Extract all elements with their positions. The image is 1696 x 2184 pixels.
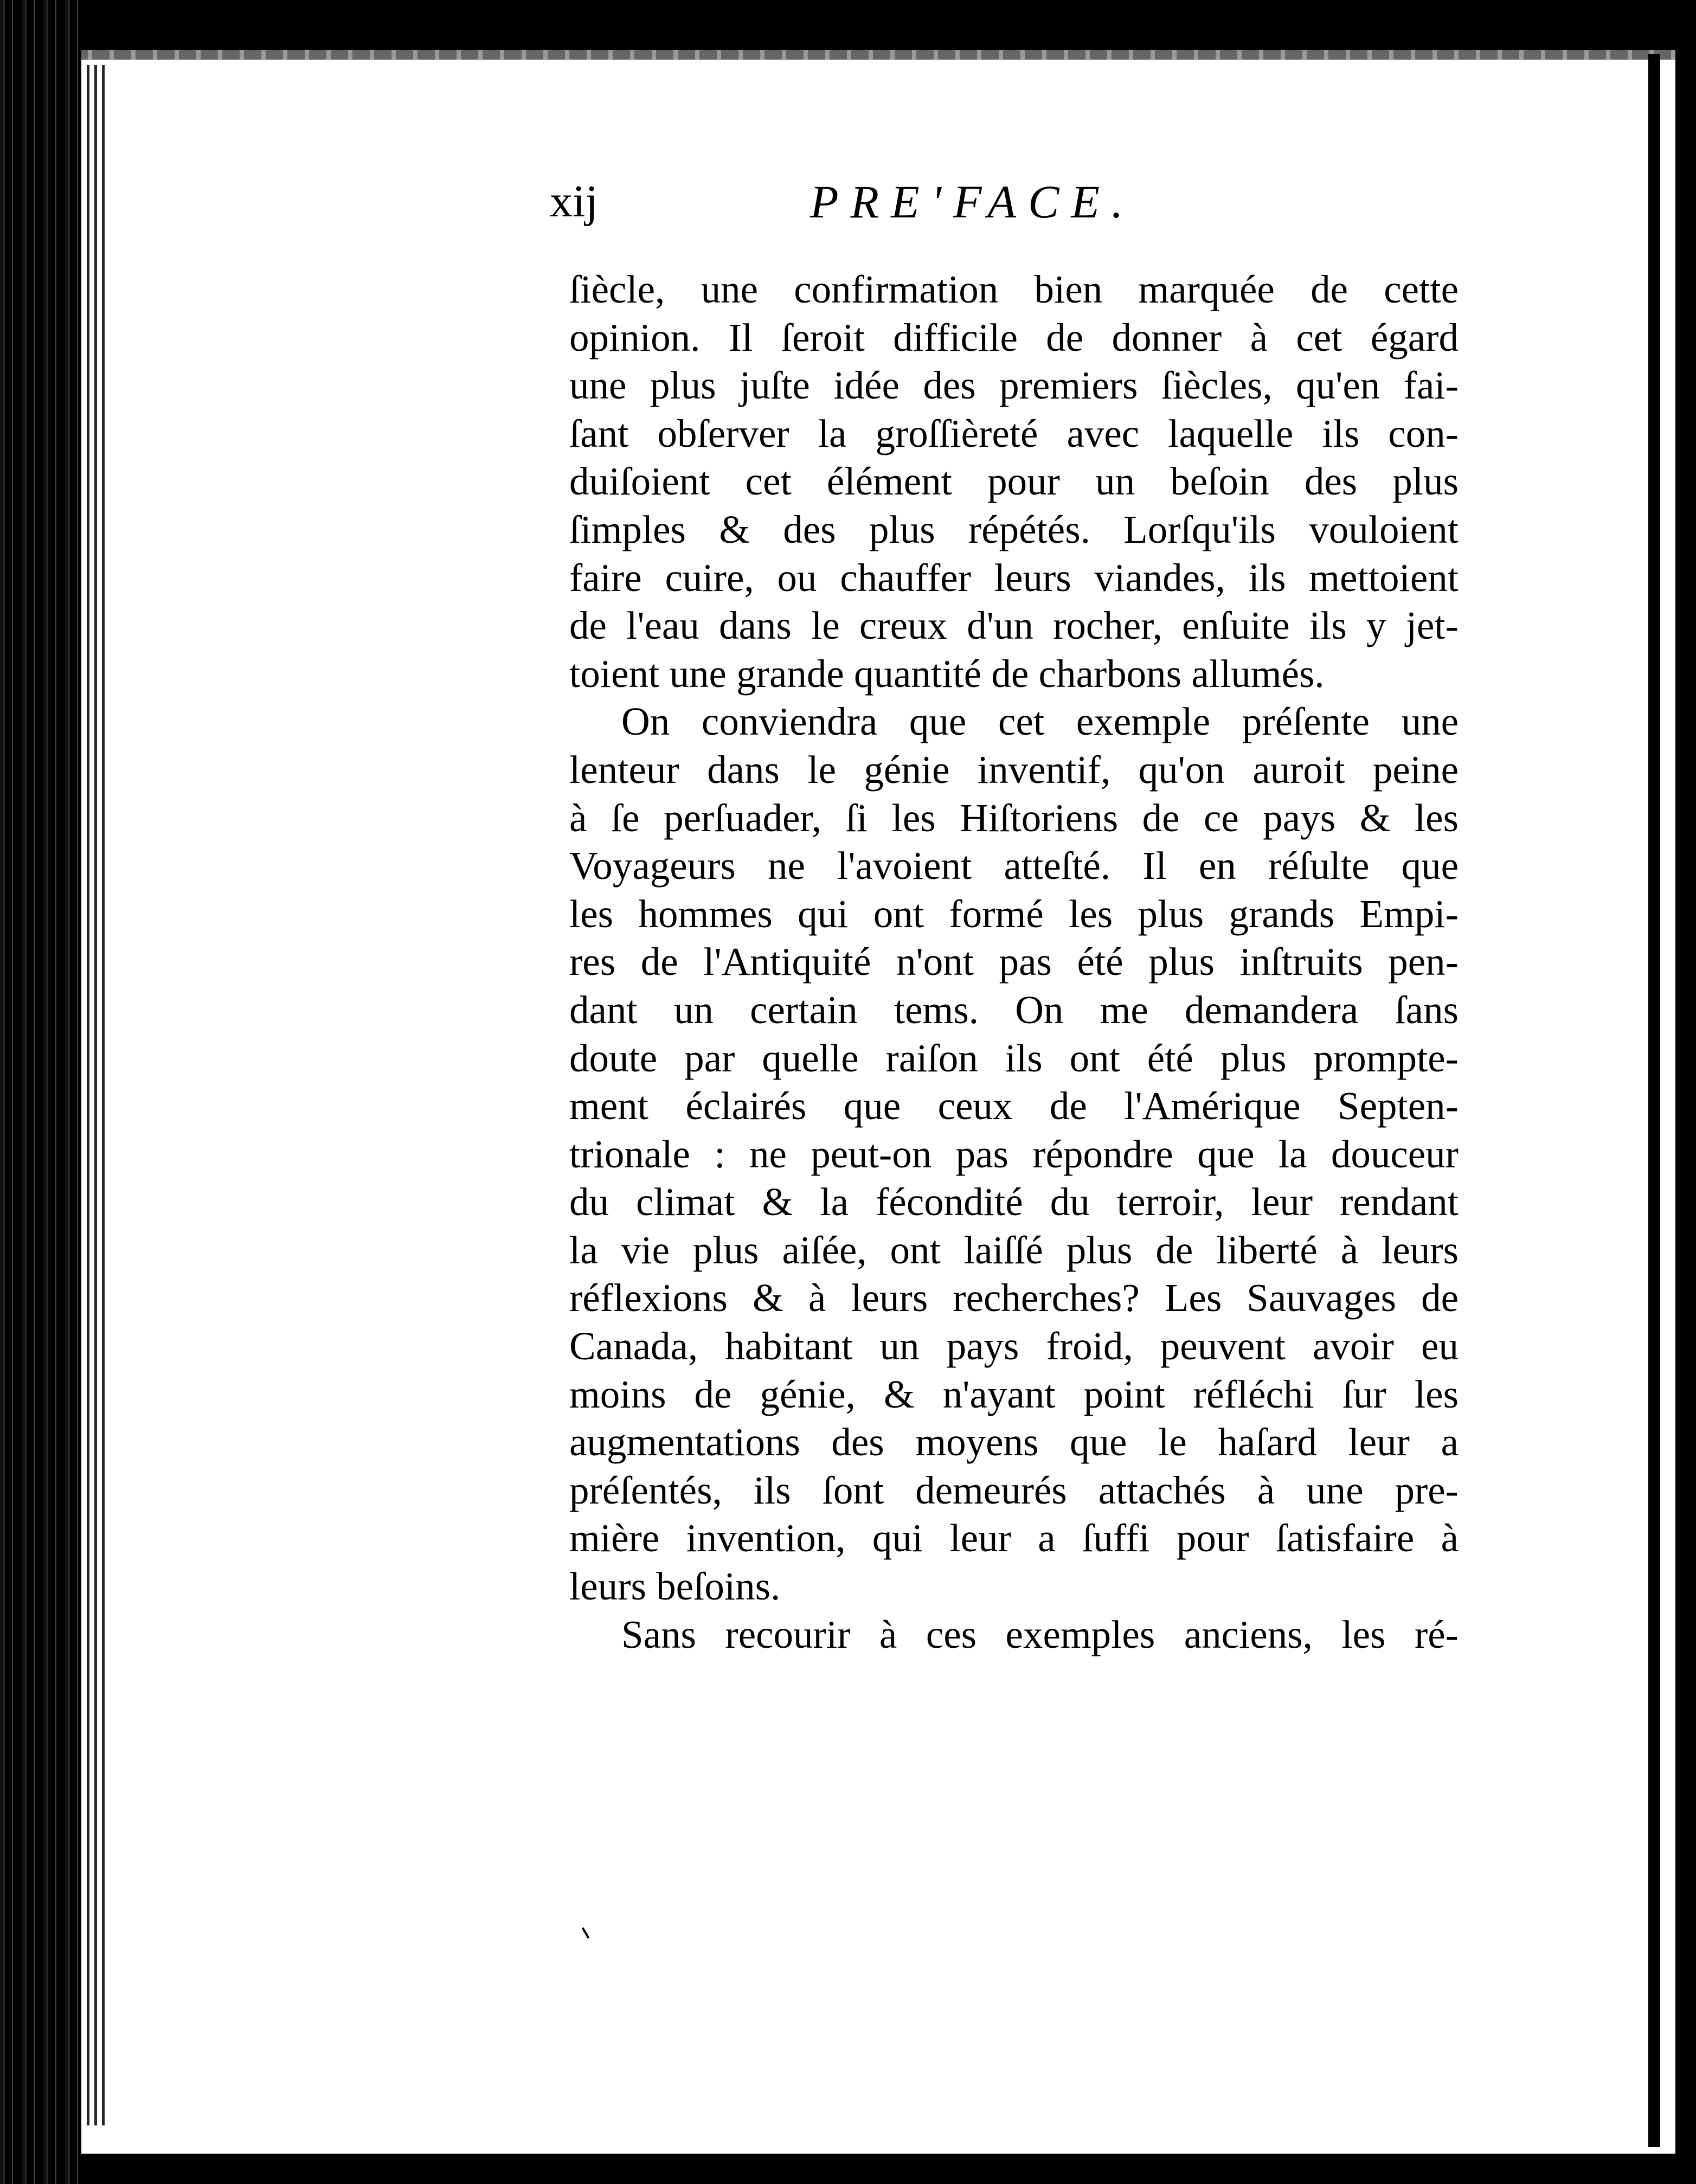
- text-line: à ſe perſuader, ſi les Hiſtoriens de ce pays & les: [569, 795, 1459, 840]
- text-line: Voyageurs ne l'avoient atteſté. Il en réſulte que: [569, 844, 1459, 888]
- text-line: du climat & la fécondité du terroir, leur rendant: [569, 1180, 1459, 1224]
- text-line: réflexions & à leurs recherches? Les Sauvages de: [569, 1276, 1459, 1320]
- text-line: Sans recourir à ces exemples anciens, les ré-: [621, 1612, 1459, 1656]
- text-line: une plus juſte idée des premiers ſiècles, qu'en fai-: [569, 363, 1459, 408]
- text-line: les hommes qui ont formé les plus grands Empi-: [569, 891, 1459, 936]
- text-line: moins de génie, & n'ayant point réfléchi ſur les: [569, 1372, 1459, 1416]
- page-gutter-shadow: [87, 65, 108, 2125]
- text-line: doute par quelle raiſon ils ont été plus prompte-: [569, 1036, 1459, 1080]
- text-line: ment éclairés que ceux de l'Amérique Septen-: [569, 1084, 1459, 1128]
- text-line: opinion. Il ſeroit difficile de donner à cet égard: [569, 315, 1459, 359]
- page-number: xij: [550, 176, 598, 227]
- text-line: préſentés, ils ſont demeurés attachés à une pre-: [569, 1468, 1459, 1512]
- text-line: On conviendra que cet exemple préſente une: [621, 699, 1459, 744]
- text-line: res de l'Antiquité n'ont pas été plus inſtruits pen-: [569, 940, 1459, 984]
- body-text: [569, 266, 1459, 1659]
- text-line: dant un certain tems. On me demandera ſans: [569, 987, 1459, 1032]
- text-line: toient une grande quantité de charbons allumés.: [569, 651, 1325, 696]
- scan-gutter-noise: [0, 0, 81, 2184]
- text-line: ſant obſerver la groſſièreté avec laquelle ils con-: [569, 411, 1459, 455]
- page-right-edge: [1648, 54, 1660, 2147]
- text-line: trionale : ne peut-on pas répondre que la douceur: [569, 1132, 1459, 1176]
- text-line: augmentations des moyens que le haſard leur a: [569, 1420, 1459, 1464]
- text-line: la vie plus aiſée, ont laiſſé plus de liberté à leurs: [569, 1228, 1459, 1272]
- text-line: Canada, habitant un pays froid, peuvent avoir eu: [569, 1324, 1459, 1369]
- text-line: leurs beſoins.: [569, 1564, 781, 1609]
- text-line: mière invention, qui leur a ſuffi pour ſatisfaire à: [569, 1516, 1459, 1560]
- text-line: duiſoient cet élément pour un beſoin des plus: [569, 459, 1459, 504]
- running-title: PRE'FACE.: [810, 176, 1135, 228]
- text-line: ſimples & des plus répétés. Lorſqu'ils vouloient: [569, 507, 1459, 551]
- page-top-edge: [81, 50, 1675, 60]
- page-header: [550, 169, 1475, 234]
- text-line: lenteur dans le génie inventif, qu'on auroit peine: [569, 747, 1459, 792]
- text-line: de l'eau dans le creux d'un rocher, enſuite ils y jet-: [569, 603, 1459, 648]
- text-line: faire cuire, ou chauffer leurs viandes, ils mettoient: [569, 555, 1459, 600]
- text-line: ſiècle, une confirmation bien marquée de cette: [569, 267, 1459, 311]
